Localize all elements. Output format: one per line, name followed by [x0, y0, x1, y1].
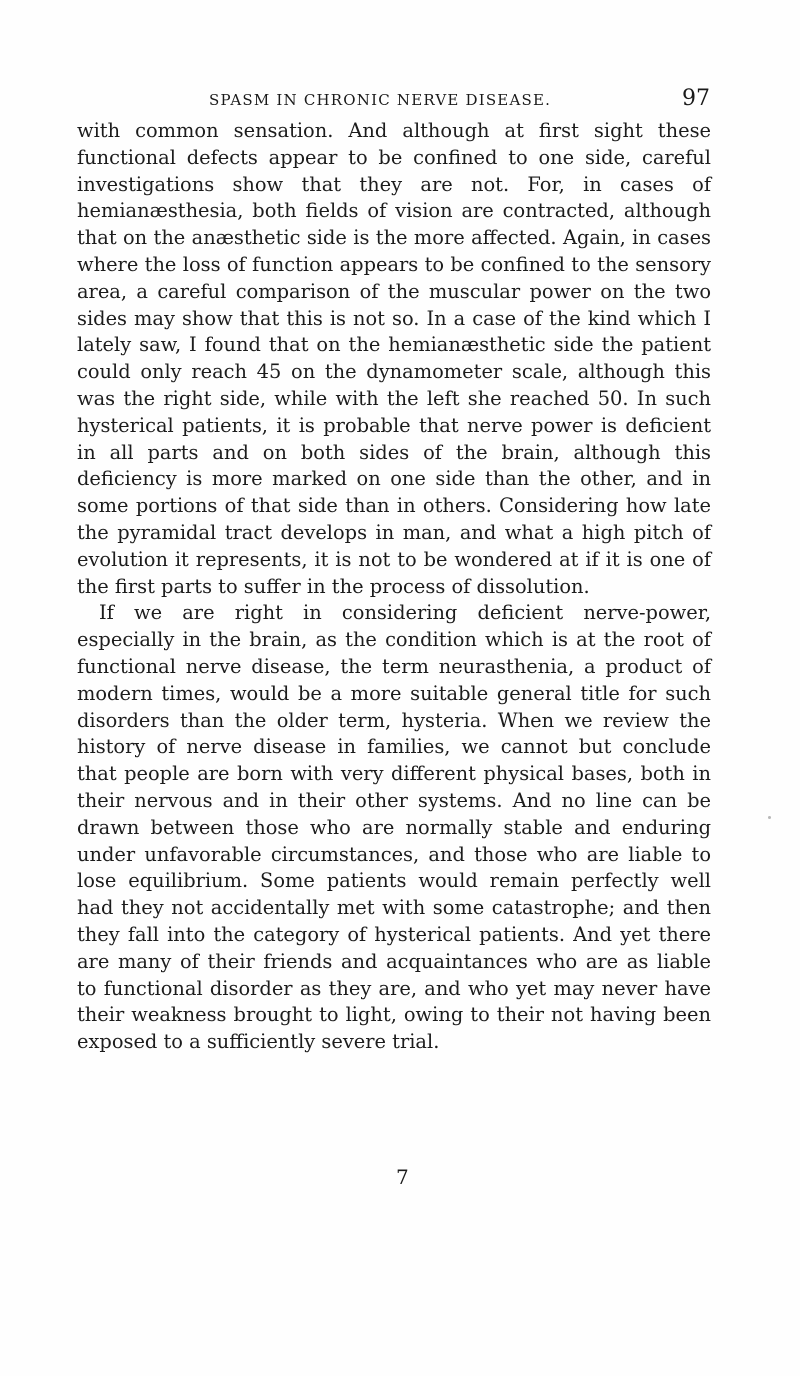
page-header [75, 88, 710, 112]
paragraph-1: with common sensation. And although at first sight these functional defects appear to be confined to one side, careful investigations show that they are not. For, in cases of hemianæsthesia, both fields of vision are contracted, although that on the anæsthetic side is the more affected. Again, in cases where the loss of function appears to be confined to the sensory area, a careful comparison of the muscular power on the two sides may show that this is not so. In a case of the kind which I lately saw, I found that on the hemianæsthetic side the patient could only reach 45 on the dynamometer scale, although this was the right side, while with the left she reached 50. In such hysterical patients, it is probable that nerve power is deficient in all parts and on both sides of the brain, although this deficiency is more marked on one side than the other, and in some portions of that side than in others. Considering how late the pyramidal tract develops in man, and what a high pitch of evolution it represents, it is not to be wondered at if it is one of the first parts to suffer in the process of dissolution. [77, 119, 711, 598]
page-number: 97 [682, 86, 710, 111]
signature-mark: 7 [396, 1165, 409, 1189]
paper-speck [768, 816, 771, 819]
running-title: SPASM IN CHRONIC NERVE DISEASE. [209, 91, 552, 109]
body-text [77, 118, 711, 1056]
paragraph-2: If we are right in considering deficient nerve-power, especially in the brain, as the condition which is at the root of functional nerve disease, the term neurasthenia, a product of modern times, would be a more suitable general title for such disorders than the older term, hysteria. When we review the history of nerve disease in families, we cannot but conclude that people are born with very different physical bases, both in their nervous and in their other systems. And no line can be drawn between those who are normally stable and enduring under unfavorable circumstances, and those who are liable to lose equilibrium. Some patients would remain perfectly well had they not accidentally met with some catastrophe; and then they fall into the category of hysterical patients. And yet there are many of their friends and acquaintances who are as liable to functional disorder as they are, and who yet may never have their weakness brought to light, owing to their not having been exposed to a sufficiently severe trial. [77, 601, 711, 1054]
